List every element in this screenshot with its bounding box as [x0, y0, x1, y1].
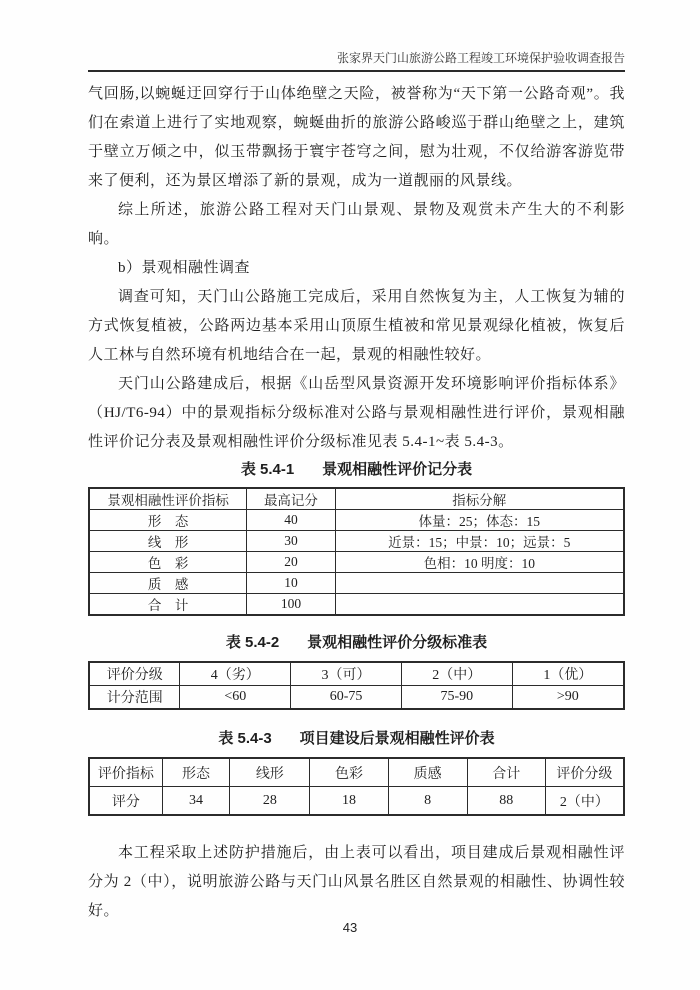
table-row: [89, 488, 624, 510]
table-cell: 60-75: [291, 686, 402, 710]
table-cell: [335, 594, 624, 616]
table-cell: 1（优）: [512, 662, 624, 686]
table-cell: 近景：15；中景：10；远景：5: [335, 531, 624, 552]
table-title: 项目建设后景观相融性评价表: [299, 730, 495, 747]
table-caption-5-4-1: [88, 460, 625, 480]
table-cell: 色 彩: [89, 552, 247, 573]
table-cell: 合计: [467, 758, 545, 787]
paragraph-restoration: 调查可知，天门山公路施工完成后，采用自然恢复为主，人工恢复为辅的方式恢复植被，公路两边基本采用山顶原生植被和常见景观绿化植被，恢复后人工林与自然环境有机地结合在一起，景观的相融性较好。: [88, 289, 625, 363]
table-row: [89, 594, 624, 616]
paragraph-continuation: 气回肠,以蜿蜒迂回穿行于山体绝壁之天险，被誉称为“天下第一公路奇观”。我们在索道上进行了实地观察，蜿蜒曲折的旅游公路峻巡于群山绝壁之上，建筑于壁立万倾之中，似玉带飘扬于寰宇苍穹之间，慰为壮观，不仅给游客游览带来了便利，还为景区增添了新的景观，成为一道靓丽的风景线。: [88, 86, 625, 189]
table-cell: [335, 573, 624, 594]
table-cell: 18: [310, 787, 388, 816]
table-cell: >90: [512, 686, 624, 710]
table-caption-5-4-2: [88, 633, 625, 653]
table-row: [89, 662, 624, 686]
table-cell: 评价分级: [545, 758, 624, 787]
table-cell: 100: [247, 594, 335, 616]
paragraph-summary: 综上所述，旅游公路工程对天门山景观、景物及观赏未产生大的不利影响。: [88, 202, 625, 247]
table-header-cell: 指标分解: [335, 488, 624, 510]
table-label: 表 5.4-2: [225, 634, 280, 651]
table-caption-5-4-3: [88, 729, 625, 749]
table-header-cell: 最高记分: [247, 488, 335, 510]
table-cell: 88: [467, 787, 545, 816]
table-label: 表 5.4-3: [218, 730, 272, 747]
table-cell: 评分: [89, 787, 162, 816]
table-cell: 30: [247, 531, 335, 552]
table-cell: 形态: [162, 758, 229, 787]
table-title: 景观相融性评价记分表: [322, 461, 473, 478]
table-cell: 质感: [388, 758, 467, 787]
table-row: [89, 686, 624, 710]
table-post-construction-evaluation: [88, 757, 625, 816]
table-grading-standard: [88, 661, 625, 710]
table-cell: 20: [247, 552, 335, 573]
paragraph-conclusion: 本工程采取上述防护措施后，由上表可以看出，项目建成后景观相融性评分为 2（中），说明旅游公路与天门山风景名胜区自然景观的相融性、协调性较好。: [88, 845, 625, 919]
table-row: [89, 552, 624, 573]
table-header-cell: 景观相融性评价指标: [89, 488, 247, 510]
table-cell: 形 态: [89, 510, 247, 531]
table-label: 表 5.4-1: [240, 461, 295, 478]
table-cell: 体量：25；体态：15: [335, 510, 624, 531]
table-row: [89, 573, 624, 594]
table-cell: 色彩: [310, 758, 388, 787]
header-title: 张家界天门山旅游公路工程竣工环境保护验收调查报告: [336, 51, 625, 65]
table-cell: 线 形: [89, 531, 247, 552]
table-cell: 2（中）: [401, 662, 512, 686]
table-cell: 4（劣）: [180, 662, 291, 686]
page-header: [88, 50, 625, 72]
page-number: 43: [342, 920, 358, 935]
paragraph-evaluation-basis: 天门山公路建成后，根据《山岳型风景资源开发环境影响评价指标体系》（HJ/T6-94）中的景观指标分级标准对公路与景观相融性进行评价，景观相融性评价记分表及景观相融性评价分级标准见表 5.4-1~表 5.4-3。: [88, 376, 625, 450]
table-title: 景观相融性评价分级标准表: [307, 634, 488, 651]
table-cell: 计分范围: [89, 686, 180, 710]
table-cell: 40: [247, 510, 335, 531]
table-cell: 线形: [230, 758, 310, 787]
table-row: [89, 531, 624, 552]
table-cell: 评价指标: [89, 758, 162, 787]
table-scoring: [88, 487, 625, 616]
table-cell: 2（中）: [545, 787, 624, 816]
table-cell: 75-90: [401, 686, 512, 710]
table-cell: 3（可）: [291, 662, 402, 686]
table-cell: 评价分级: [89, 662, 180, 686]
table-row: [89, 758, 624, 787]
table-cell: <60: [180, 686, 291, 710]
table-cell: 34: [162, 787, 229, 816]
document-body: [88, 80, 625, 926]
table-cell: 28: [230, 787, 310, 816]
table-row: [89, 510, 624, 531]
table-cell: 色相：10 明度：10: [335, 552, 624, 573]
table-cell: 10: [247, 573, 335, 594]
table-row: [89, 787, 624, 816]
table-cell: 合 计: [89, 594, 247, 616]
section-heading-b: b）景观相融性调查: [118, 260, 251, 276]
table-cell: 质 感: [89, 573, 247, 594]
table-cell: 8: [388, 787, 467, 816]
